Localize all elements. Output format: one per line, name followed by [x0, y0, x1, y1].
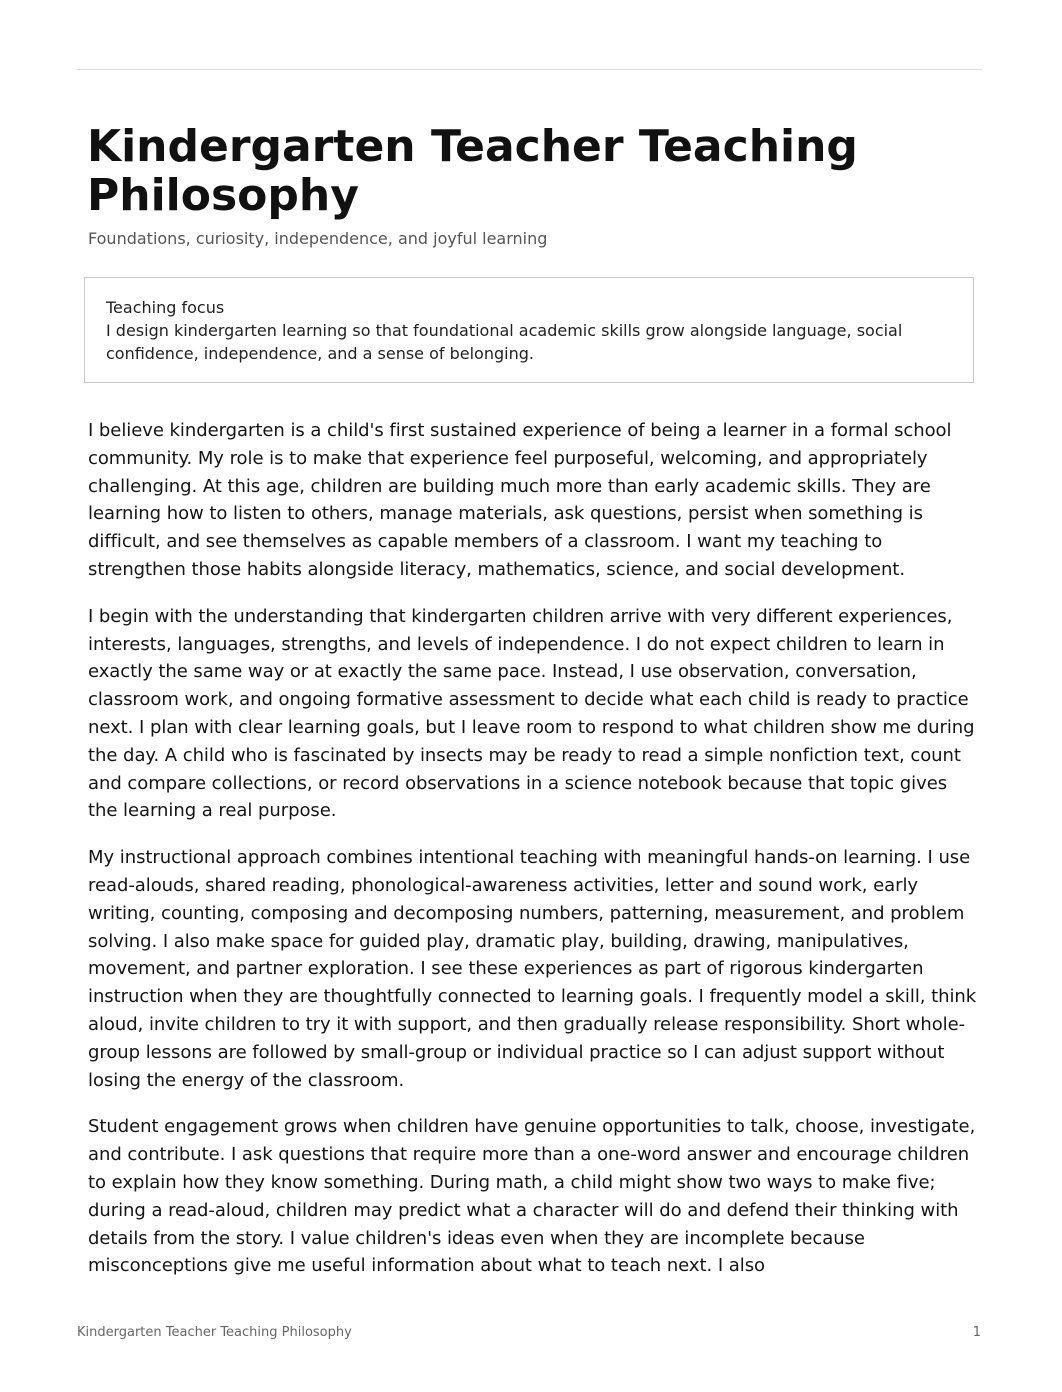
document-subtitle: Foundations, curiosity, independence, and joyful learning	[88, 229, 548, 248]
footer-page-number: 1	[972, 1325, 981, 1340]
body-paragraph-1: I believe kindergarten is a child's first sustained experience of being a learner in a formal school community. My role is to make that experience feel purposeful, welcoming, and appropriately challenging. At this age, children are building much more than early academic skills. They are learning how to listen to others, manage materials, ask questions, persist when something is difficult, and see themselves as capable members of a classroom. I want my teaching to strengthen those habits alongside literacy, mathematics, science, and social development.	[88, 420, 952, 580]
document-title: Kindergarten Teacher Teaching Philosophy	[87, 121, 858, 221]
teaching-focus-callout	[84, 277, 974, 383]
document-body	[88, 417, 978, 1299]
callout-text: I design kindergarten learning so that foundational academic skills grow alongside language, social confidence, independence, and a sense of belonging.	[106, 321, 903, 363]
footer-document-title: Kindergarten Teacher Teaching Philosophy	[77, 1325, 352, 1340]
body-paragraph-2: I begin with the understanding that kindergarten children arrive with very different experiences, interests, languages, strengths, and levels of independence. I do not expect children to learn in exactly the same way or at exactly the same pace. Instead, I use observation, conversation, classroom work, and ongoing formative assessment to decide what each child is ready to practice next. I plan with clear learning goals, but I leave room to respond to what children show me during the day. A child who is fascinated by insects may be ready to read a simple nonfiction text, count and compare collections, or record observations in a science notebook because that topic gives the learning a real purpose.	[88, 605, 975, 822]
body-paragraph-3: My instructional approach combines intentional teaching with meaningful hands-on learning. I use read-alouds, shared reading, phonological-awareness activities, letter and sound work, early writing, counting, composing and decomposing numbers, patterning, measurement, and problem solving. I also make space for guided play, dramatic play, building, drawing, manipulatives, movement, and partner exploration. I see these experiences as part of rigorous kindergarten instruction when they are thoughtfully connected to learning goals. I frequently model a skill, think aloud, invite children to try it with support, and then gradually release responsibility. Short whole-group lessons are followed by small-group or individual practice so I can adjust support without losing the energy of the classroom.	[88, 847, 977, 1091]
callout-label: Teaching focus	[106, 298, 225, 317]
header-divider	[77, 69, 982, 70]
body-paragraph-4: Student engagement grows when children have genuine opportunities to talk, choose, investigate, and contribute. I ask questions that require more than a one-word answer and encourage children to explain how they know something. During math, a child might show two ways to make five; during a read-aloud, children may predict what a character will do and defend their thinking with details from the story. I value children's ideas even when they are incomplete because misconceptions give me useful information about what to teach next. I also	[88, 1116, 976, 1277]
